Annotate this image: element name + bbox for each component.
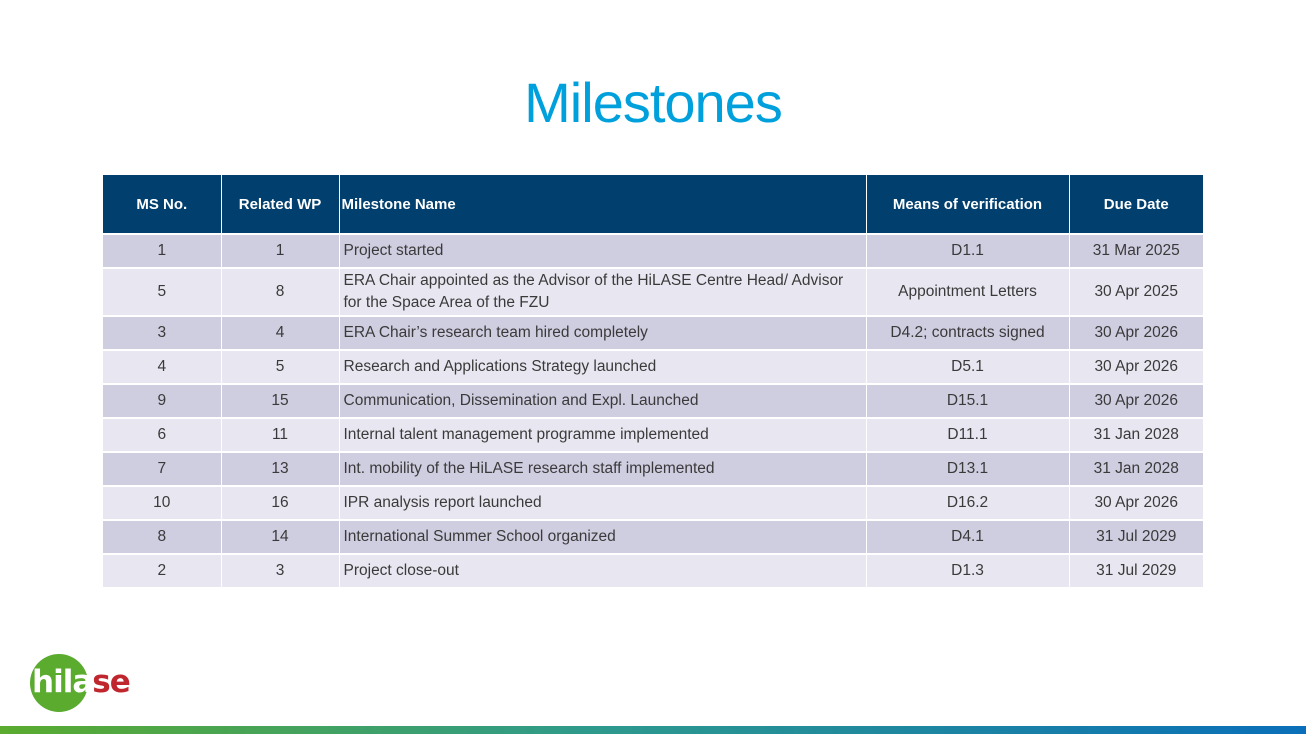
cell-verification: D5.1 [866,350,1069,384]
cell-due-date: 30 Apr 2026 [1069,486,1203,520]
cell-related-wp: 11 [221,418,339,452]
cell-ms-no: 10 [103,486,221,520]
header-related-wp: Related WP [221,175,339,234]
table-row [103,452,1203,486]
cell-related-wp: 5 [221,350,339,384]
cell-ms-no: 2 [103,554,221,587]
header-ms-no: MS No. [103,175,221,234]
table-row [103,554,1203,587]
cell-verification: D1.3 [866,554,1069,587]
cell-due-date: 31 Jan 2028 [1069,452,1203,486]
cell-milestone-name: Internal talent management programme implemented [339,418,866,452]
table-row [103,384,1203,418]
cell-verification: D16.2 [866,486,1069,520]
cell-ms-no: 7 [103,452,221,486]
cell-ms-no: 4 [103,350,221,384]
table-row [103,418,1203,452]
table-row [103,350,1203,384]
cell-related-wp: 8 [221,268,339,316]
table-header-row [103,175,1203,234]
cell-verification: Appointment Letters [866,268,1069,316]
cell-verification: D4.1 [866,520,1069,554]
cell-verification: D15.1 [866,384,1069,418]
logo-text-part2: se [92,664,130,700]
cell-milestone-name: ERA Chair’s research team hired completely [339,316,866,350]
cell-verification: D1.1 [866,234,1069,268]
table-row [103,520,1203,554]
cell-ms-no: 9 [103,384,221,418]
cell-due-date: 31 Jul 2029 [1069,520,1203,554]
cell-ms-no: 3 [103,316,221,350]
cell-due-date: 30 Apr 2026 [1069,316,1203,350]
cell-related-wp: 15 [221,384,339,418]
cell-milestone-name: Project started [339,234,866,268]
cell-related-wp: 3 [221,554,339,587]
cell-ms-no: 1 [103,234,221,268]
table-row [103,234,1203,268]
cell-milestone-name: ERA Chair appointed as the Advisor of the HiLASE Centre Head/ Advisor for the Space Area of the FZU [339,268,866,316]
cell-verification: D13.1 [866,452,1069,486]
cell-milestone-name: Int. mobility of the HiLASE research staff implemented [339,452,866,486]
cell-related-wp: 16 [221,486,339,520]
cell-related-wp: 13 [221,452,339,486]
cell-milestone-name: International Summer School organized [339,520,866,554]
cell-ms-no: 5 [103,268,221,316]
header-milestone-name: Milestone Name [339,175,866,234]
table-row [103,268,1203,316]
table-row [103,486,1203,520]
cell-ms-no: 6 [103,418,221,452]
header-due-date: Due Date [1069,175,1203,234]
header-verification: Means of verification [866,175,1069,234]
slide-title: Milestones [524,71,782,134]
cell-milestone-name: Research and Applications Strategy launched [339,350,866,384]
cell-verification: D4.2; contracts signed [866,316,1069,350]
cell-due-date: 30 Apr 2026 [1069,350,1203,384]
bottom-gradient-bar [0,726,1306,734]
cell-ms-no: 8 [103,520,221,554]
hilase-logo [30,654,130,714]
table-row [103,316,1203,350]
cell-verification: D11.1 [866,418,1069,452]
cell-due-date: 31 Mar 2025 [1069,234,1203,268]
cell-milestone-name: IPR analysis report launched [339,486,866,520]
milestones-table [103,175,1203,587]
cell-related-wp: 4 [221,316,339,350]
cell-due-date: 30 Apr 2025 [1069,268,1203,316]
cell-due-date: 31 Jul 2029 [1069,554,1203,587]
cell-milestone-name: Communication, Dissemination and Expl. Launched [339,384,866,418]
cell-due-date: 31 Jan 2028 [1069,418,1203,452]
logo-text [32,664,130,700]
cell-due-date: 30 Apr 2026 [1069,384,1203,418]
cell-milestone-name: Project close-out [339,554,866,587]
cell-related-wp: 1 [221,234,339,268]
logo-text-part1: hila [32,664,93,700]
cell-related-wp: 14 [221,520,339,554]
